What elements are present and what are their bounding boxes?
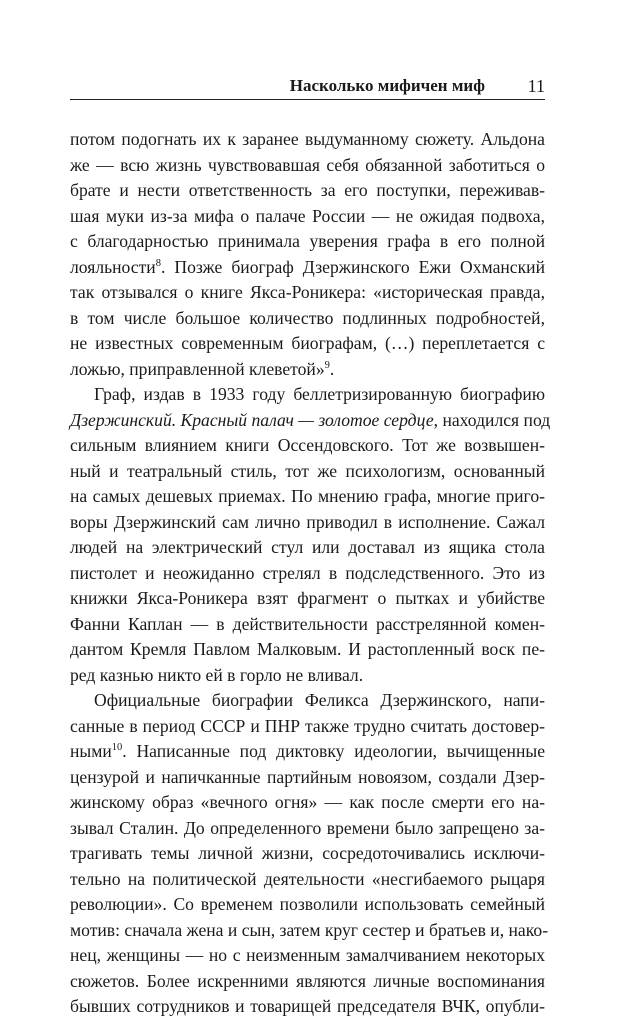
text-line: брате и нести ответственность за его поступки, переживав-	[70, 180, 545, 200]
text-fragment: , находился под	[433, 409, 551, 430]
header-rule	[70, 99, 545, 100]
text-line: революции». Со временем позволили использовать семейный	[70, 894, 545, 914]
text-line	[70, 357, 545, 383]
text-line: ный и театральный стиль, тот же психологизм, основанный	[70, 460, 545, 481]
footnote-ref: 8	[155, 257, 161, 269]
body-text	[70, 127, 551, 1020]
text-line: трагивать темы личной жизни, сосредоточивались исключи-	[70, 843, 545, 863]
text-line: санные в период СССР и ПНР также трудно считать достовер-	[70, 715, 545, 736]
text-fragment: .	[329, 358, 335, 379]
book-title-italic: Дзержинский. Красный палач — золотое сердце	[70, 409, 434, 430]
text-line: в том числе большое количество подлинных подробностей,	[70, 307, 545, 328]
text-line: Граф, издав в 1933 году беллетризированную биографию	[94, 384, 545, 404]
text-line: воры Дзержинский сам лично приводил в исполнение. Сажал	[70, 511, 545, 532]
text-line: книжки Якса-Роникера взят фрагмент о пытках и убийстве	[70, 588, 545, 608]
text-line	[70, 255, 545, 281]
text-line: Фанни Каплан — в действительности расстрелянной комен-	[70, 613, 545, 634]
text-fragment: ложью, приправленной клеветой»	[70, 358, 325, 379]
text-fragment: . Написанные под диктовку идеологии, вычищенные	[122, 741, 545, 761]
text-line: сюжетов. Более искренними являются личные воспоминания	[70, 970, 545, 991]
text-line: зывал Сталин. До определенного времени было запрещено за-	[70, 817, 545, 838]
footnote-ref: 10	[111, 742, 123, 754]
text-line: ред казнью никто ей в горло не вливал.	[70, 664, 364, 685]
text-fragment: . Позже биограф Дзержинского Ежи Охманский	[160, 256, 545, 277]
text-line: бывших сотрудников и товарищей председателя ВЧК, опубли-	[70, 996, 545, 1016]
text-line: шая муки из-за мифа о палаче России — не ожидая подвоха,	[70, 205, 545, 226]
text-line: не известных современным биографам, (…) переплетается с	[70, 333, 545, 353]
text-line: Официальные биографии Феликса Дзержинского, напи-	[94, 690, 545, 710]
text-line: тельно на политической деятельности «несгибаемого рыцаря	[70, 868, 545, 889]
text-line	[70, 739, 545, 765]
text-line: жинскому образ «вечного огня» — как после смерти его на-	[70, 792, 545, 812]
text-line: цензурой и напичканные партийным новоязом, создали Дзер-	[70, 766, 545, 787]
text-line	[70, 408, 551, 434]
text-line: мотив: сначала жена и сын, затем круг сестер и братьев и, нако-	[70, 919, 549, 940]
text-line: нец, женщины — но с неизменным замалчиванием некоторых	[70, 945, 545, 965]
footnote-ref: 9	[324, 359, 330, 371]
text-fragment: ными	[70, 741, 112, 761]
text-line: сильным влиянием книги Оссендовского. Тот же возвышен-	[70, 435, 545, 455]
text-line: дантом Кремля Павлом Малковым. И растопленный воск пе-	[70, 639, 545, 659]
running-title: Насколько мифичен миф	[289, 76, 485, 95]
text-fragment: лояльности	[70, 256, 156, 277]
text-line: потом подогнать их к заранее выдуманному сюжету. Альдона	[70, 129, 545, 149]
page-number: 11	[527, 76, 545, 96]
text-line: людей на электрический стул или доставал из ящика стола	[70, 537, 545, 557]
text-line: с благодарностью принимала уверения графа в его полной	[70, 231, 545, 251]
text-line: на самых дешевых приемах. По мнению графа, многие приго-	[70, 486, 545, 506]
running-header	[70, 70, 545, 100]
text-line: же — всю жизнь чувствовавшая себя обязанной заботиться о	[70, 154, 545, 175]
text-line: пистолет и неожиданно стрелял в подследственного. Это из	[70, 562, 545, 583]
text-line: так отзывался о книге Якса-Роникера: «историческая правда,	[70, 282, 545, 302]
